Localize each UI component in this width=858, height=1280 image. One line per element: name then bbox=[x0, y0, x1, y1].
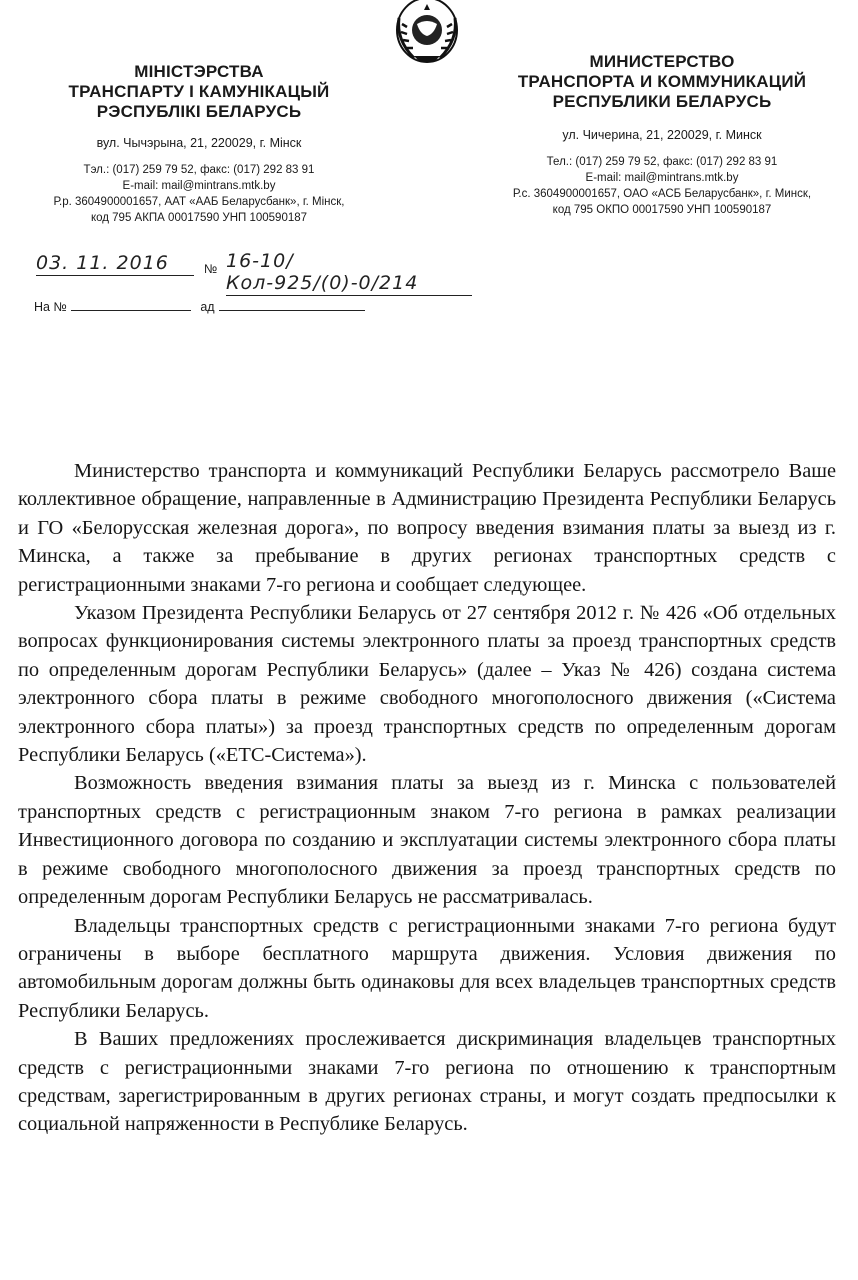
handwritten-date: 03. 11. 2016 bbox=[36, 252, 194, 276]
body-paragraph: Указом Президента Республики Беларусь от 27 сентября 2012 г. № 426 «Об отдельных вопросах функционирования системы электронного платы за проезд транспортных средств по определенным дорогам Республики Беларусь» (далее – Указ № 426) создана система электронного сбора платы в режиме свободного многополосного движения («Система электронного сбора платы») за проезд транспортных средств по определенным дорогам Республики Беларусь («ЕТС-Система»). bbox=[18, 602, 836, 767]
header-left-belarusian bbox=[14, 62, 384, 226]
contact-line: Р.с. 3604900001657, ОАО «АСБ Беларусбанк», г. Минск, bbox=[512, 188, 812, 200]
reference-from-blank bbox=[219, 298, 365, 311]
contact-line: код 795 ОКПО 00017590 УНП 100590187 bbox=[552, 204, 772, 216]
title-line: РЭСПУБЛІКІ БЕЛАРУСЬ bbox=[96, 102, 302, 121]
reference-from-label: ад bbox=[200, 300, 215, 314]
contact-line: Тэл.: (017) 259 79 52, факс: (017) 292 83 91 bbox=[83, 164, 315, 176]
title-line: МІНІСТЭРСТВА bbox=[134, 62, 264, 81]
registration-number-label: № bbox=[204, 262, 218, 276]
title-line: ТРАНСПОРТА И КОММУНИКАЦИЙ bbox=[517, 72, 807, 91]
contact-line: Тел.: (017) 259 79 52, факс: (017) 292 83 91 bbox=[546, 156, 778, 168]
ministry-title-ru bbox=[470, 52, 854, 112]
state-emblem-icon bbox=[384, 0, 470, 64]
reference-blank bbox=[71, 298, 191, 311]
letter-body bbox=[18, 457, 836, 1139]
contact-line: E-mail: mail@mintrans.mtk.by bbox=[585, 172, 739, 184]
body-paragraph: Возможность введения взимания платы за выезд из г. Минска с пользователей транспортных средств с регистрационным знаком 7-го региона в рамках реализации Инвестиционного договора по созданию и эксплуатации системы электронного сбора платы в режиме свободного многополосного движения за проезд транспортных средств по определенным дорогам Республики Беларусь не рассматривалась. bbox=[18, 772, 836, 909]
contact-line: код 795 АКПА 00017590 УНП 100590187 bbox=[90, 212, 308, 224]
body-paragraph: Владельцы транспортных средств с регистрационными знаками 7-го региона будут ограничены в выборе бесплатного маршрута движения. Условия движения по автомобильным дорогам должны быть одинаковы для всех владельцев транспортных средств Республики Беларусь. bbox=[18, 914, 836, 1022]
title-line: МИНИСТЕРСТВО bbox=[589, 52, 735, 71]
ministry-address-ru: ул. Чичерина, 21, 220029, г. Минск bbox=[562, 128, 762, 142]
ministry-contacts-ru bbox=[470, 154, 854, 218]
ministry-title-by bbox=[14, 62, 384, 122]
ministry-contacts-by bbox=[14, 162, 384, 226]
title-line: ТРАНСПАРТУ І КАМУНІКАЦЫЙ bbox=[68, 82, 330, 101]
header-right-russian bbox=[470, 52, 854, 218]
body-paragraph: В Ваших предложениях прослеживается дискриминация владельцев транспортных средств с регистрационными знаками 7-го региона по отношению к транспортным средствам, зарегистрированным в других регионах страны, и могут создать предпосылки к социальной напряженности в Республике Беларусь. bbox=[18, 1028, 836, 1136]
reference-label: На № bbox=[34, 300, 67, 314]
contact-line: Р.р. 3604900001657, ААТ «ААБ Беларусбанк», г. Мінск, bbox=[53, 196, 345, 208]
body-paragraph: Министерство транспорта и коммуникаций Республики Беларусь рассмотрело Ваше коллективное обращение, направленные в Администрацию Президента Республики Беларусь и ГО «Белорусская железная дорога», по вопросу введения взимания платы за выезд из г. Минска, а также за пребывание в других регионах транспортных средств с регистрационными знаками 7-го региона и сообщает следующее. bbox=[18, 460, 836, 596]
registration-date bbox=[36, 252, 194, 276]
handwritten-number: 16-10/Кол-925/(0)-0/214 bbox=[226, 250, 472, 296]
ministry-address-by: вул. Чычэрына, 21, 220029, г. Мінск bbox=[96, 136, 302, 150]
contact-line: E-mail: mail@mintrans.mtk.by bbox=[122, 180, 276, 192]
registration-number bbox=[226, 250, 472, 296]
title-line: РЕСПУБЛИКИ БЕЛАРУСЬ bbox=[552, 92, 772, 111]
reference-line bbox=[34, 298, 365, 314]
